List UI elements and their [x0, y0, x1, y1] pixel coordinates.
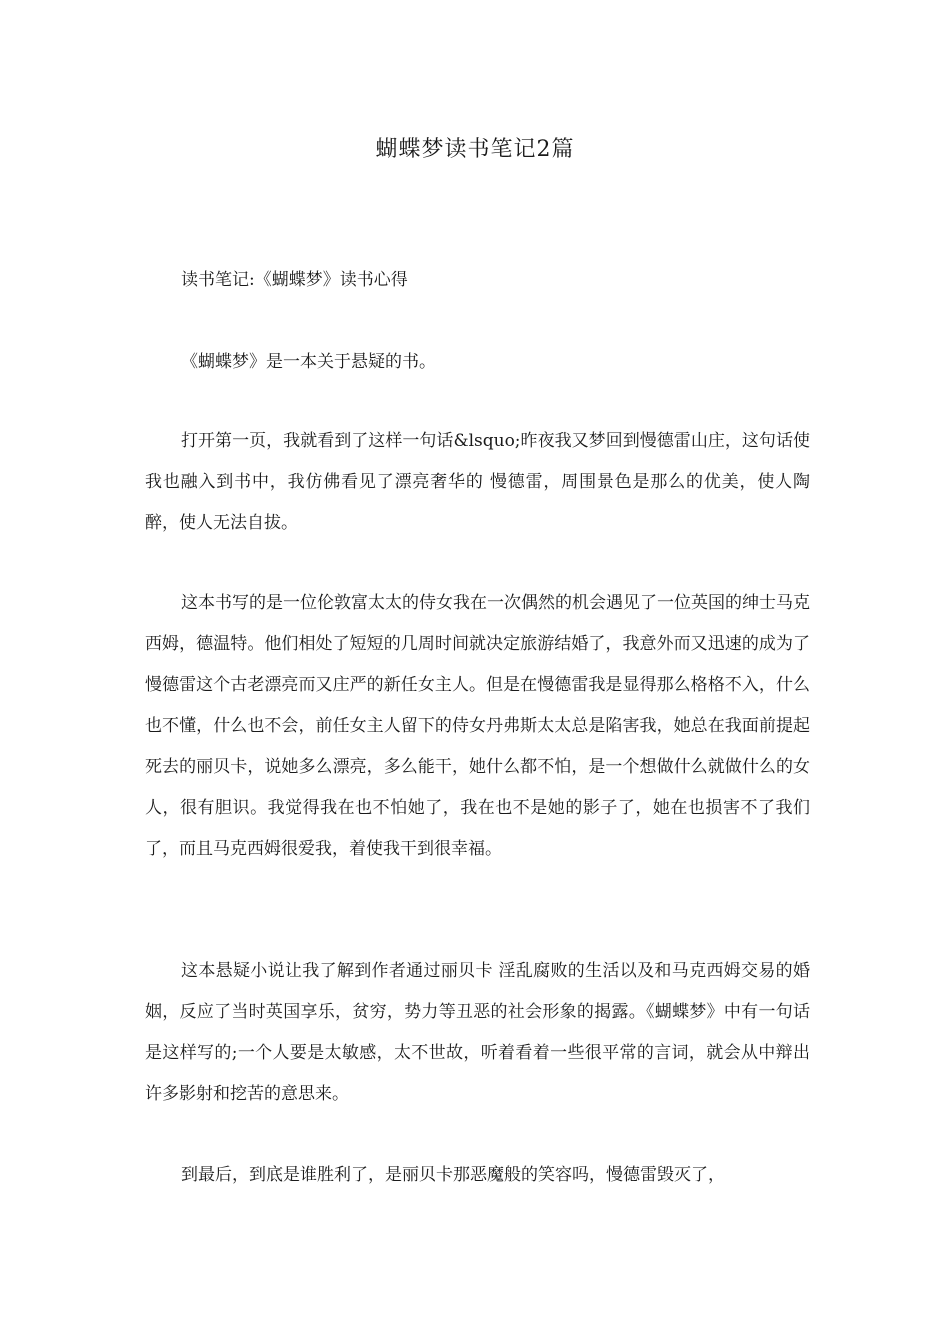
paragraph-plot: 这本书写的是一位伦敦富太太的侍女我在一次偶然的机会遇见了一位英国的绅士马克西姆，德温特。他们相处了短短的几周时间就决定旅游结婚了，我意外而又迅速的成为了慢德雷这个古老漂亮而又庄严的新任女主人。但是在慢德雷我是显得那么格格不入，什么也不懂，什么也不会，前任女主人留下的侍女丹弗斯太太总是陷害我，她总在我面前提起死去的丽贝卡，说她多么漂亮，多么能干，她什么都不怕，是一个想做什么就做什么的女人，很有胆识。我觉得我在也不怕她了，我在也不是她的影子了，她在也损害不了我们了，而且马克西姆很爱我，着使我干到很幸福。: [145, 593, 810, 859]
section-heading: 读书笔记:《蝴蝶梦》读书心得: [181, 270, 408, 290]
paragraph-analysis: 这本悬疑小说让我了解到作者通过丽贝卡 淫乱腐败的生活以及和马克西姆交易的婚姻，反应了当时英国享乐，贫穷，势力等丑恶的社会形象的揭露。《蝴蝶梦》中有一句话是这样写的;一个人要是太敏感，太不世故，听着看着一些很平常的言词，就会从中辩出许多影射和挖苦的意思来。: [145, 961, 810, 1104]
document-title: 蝴蝶梦读书笔记2篇: [375, 137, 575, 162]
paragraph-intro: 《蝴蝶梦》是一本关于悬疑的书。: [181, 352, 436, 372]
paragraph-ending: 到最后，到底是谁胜利了，是丽贝卡那恶魔般的笑容吗，慢德雷毁灭了，: [181, 1165, 725, 1185]
paragraph-opening: 打开第一页，我就看到了这样一句话&lsquo;昨夜我又梦回到慢德雷山庄，这句话使我也融入到书中，我仿佛看见了漂亮奢华的 慢德雷，周围景色是那么的优美，使人陶醉，使人无法自拔。: [145, 431, 810, 533]
